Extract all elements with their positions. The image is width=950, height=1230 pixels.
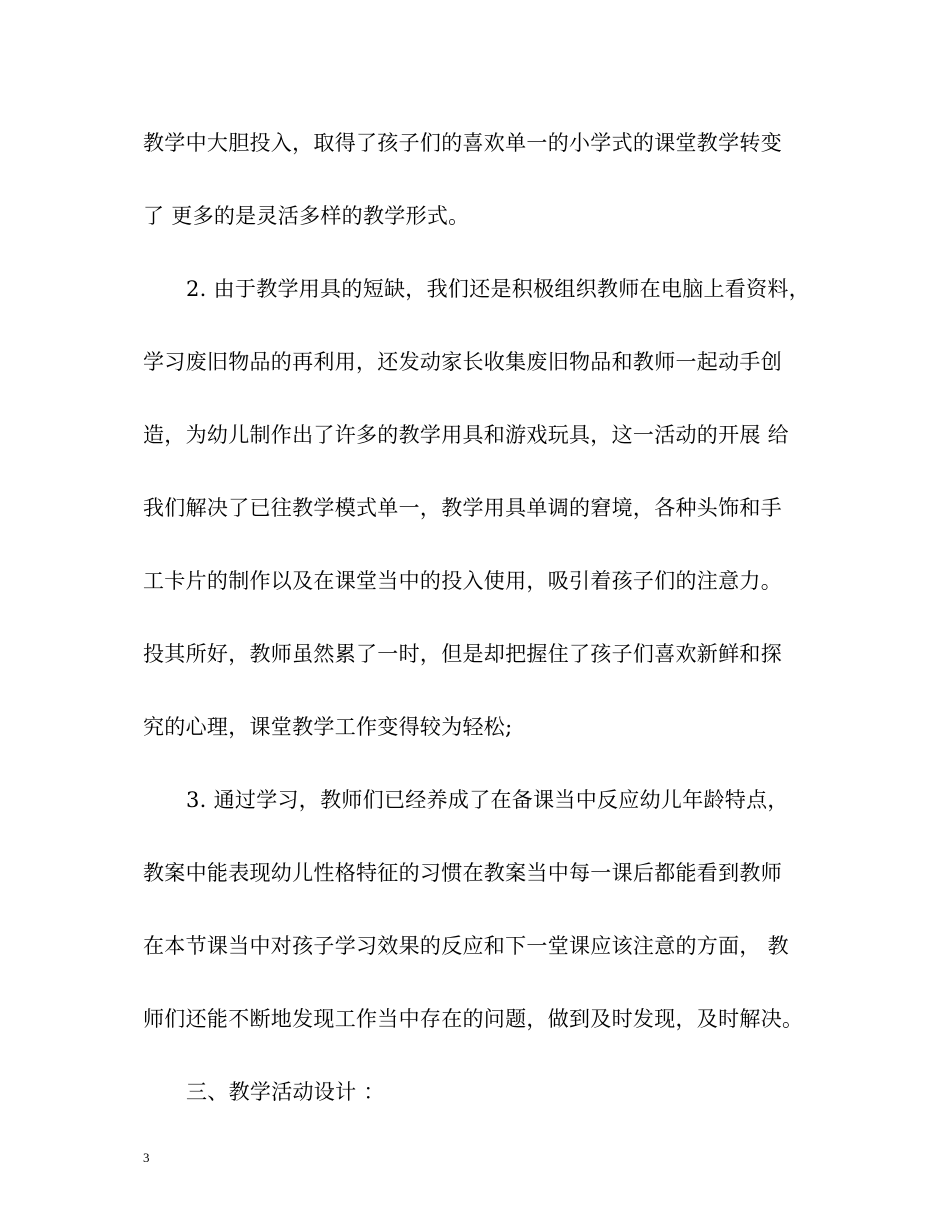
text-line: 在本节课当中对孩子学习效果的反应和下一堂课应该注意的方面， 教 xyxy=(143,934,789,958)
text-line: 3. 通过学习，教师们已经养成了在备课当中反应幼儿年龄特点， xyxy=(186,788,789,812)
section-heading: 三、教学活动设计 ： xyxy=(186,1080,385,1104)
text-line: 2. 由于教学用具的短缺，我们还是积极组织教师在电脑上看资料， xyxy=(186,277,811,301)
text-line: 师们还能不断地发现工作当中存在的问题，做到及时发现，及时解决。 xyxy=(143,1007,804,1031)
text-line: 究的心理，课堂教学工作变得较为轻松; xyxy=(143,715,513,739)
page-number: 3 xyxy=(143,1150,150,1165)
text-line: 工卡片的制作以及在课堂当中的投入使用，吸引着孩子们的注意力。 xyxy=(143,569,782,593)
text-line: 我们解决了已往教学模式单一，教学用具单调的窘境，各种头饰和手 xyxy=(143,496,782,520)
text-line: 教案中能表现幼儿性格特征的习惯在教案当中每一课后都能看到教师 xyxy=(143,861,782,885)
text-line: 造，为幼儿制作出了许多的教学用具和游戏玩具，这一活动的开展 给 xyxy=(143,423,789,447)
text-line: 教学中大胆投入，取得了孩子们的喜欢单一的小学式的课堂教学转变 xyxy=(143,131,782,155)
text-line: 投其所好，教师虽然累了一时，但是却把握住了孩子们喜欢新鲜和探 xyxy=(143,642,782,666)
text-line: 学习废旧物品的再利用，还发动家长收集废旧物品和教师一起动手创 xyxy=(143,350,782,374)
text-line: 了 更多的是灵活多样的教学形式。 xyxy=(143,204,470,228)
